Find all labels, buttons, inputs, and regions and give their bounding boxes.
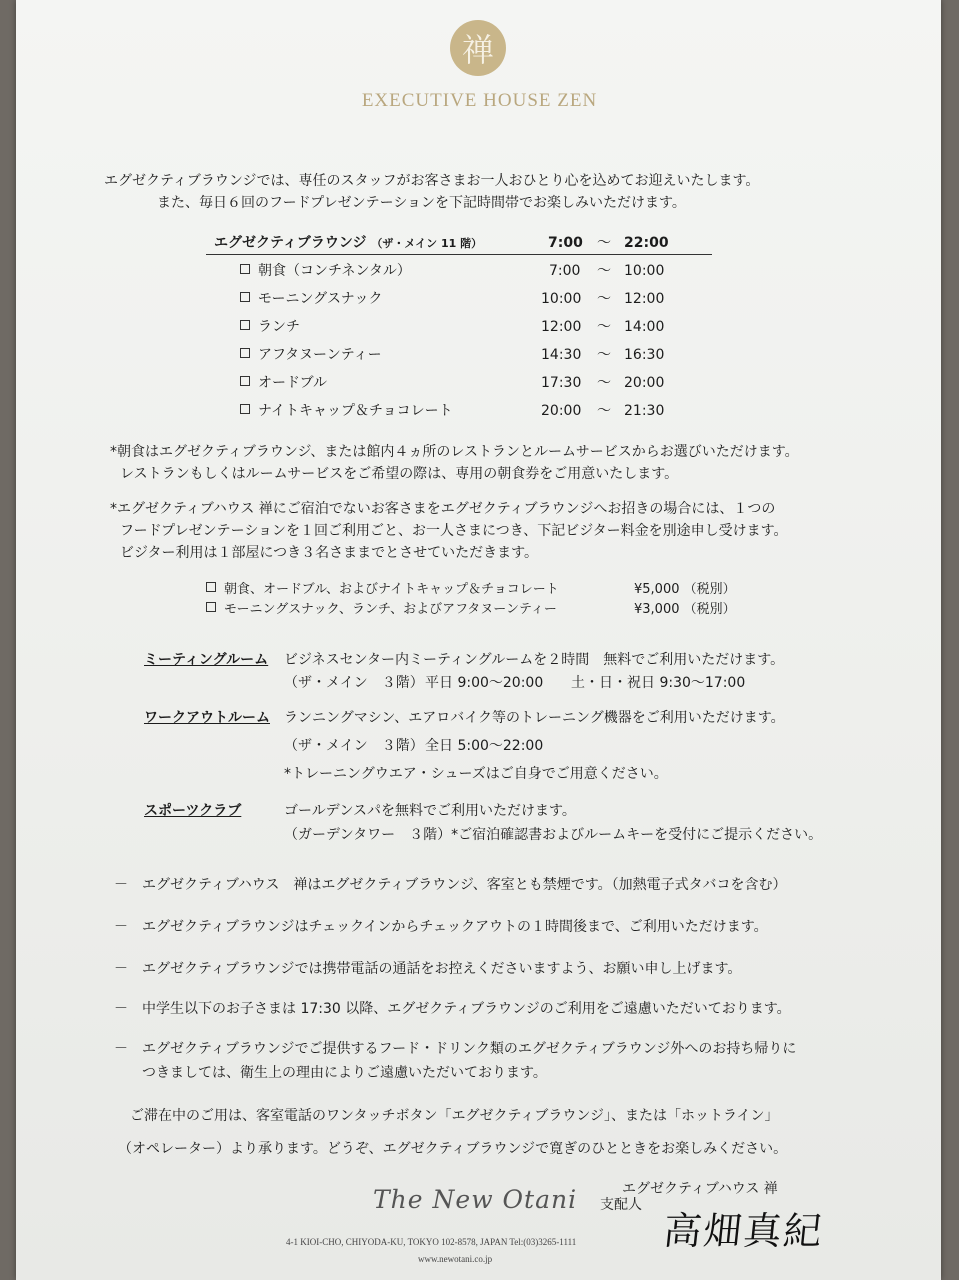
schedule-item: [240, 290, 382, 308]
lounge-name-text: エグゼクティブラウンジ: [214, 235, 367, 251]
workout-room-note: *トレーニングウエア・シューズはご自身でご用意ください。: [284, 766, 668, 782]
lounge-floor: （ザ・メイン 11 階）: [371, 237, 483, 250]
schedule-tilde: ～: [597, 319, 611, 335]
rule-phone: － エグゼクティブラウンジでは携帯電話の通話をお控えくださいますよう、お願い申し上げます。: [114, 961, 742, 977]
sports-club-note: （ガーデンタワー ３階）*ご宿泊確認書およびルームキーを受付にご提示ください。: [284, 827, 823, 843]
intro-line-2: また、毎日６回のフードプレゼンテーションを下記時間帯でお楽しみいただけます。: [157, 195, 686, 211]
checkbox-icon: [206, 582, 216, 592]
hotel-address: 4-1 KIOI-CHO, CHIYODA-KU, TOKYO 102-8578, JAPAN Tel:(03)3265-1111: [286, 1237, 577, 1247]
hotel-url: www.newotani.co.jp: [418, 1254, 493, 1264]
lounge-tilde: ～: [597, 235, 611, 251]
closing-line-2: （オペレーター）より承ります。どうぞ、エグゼクティブラウンジで寛ぎのひとときをお楽しみください。: [118, 1141, 788, 1157]
zen-logo-char: 禅: [461, 31, 494, 69]
schedule-end: 12:00: [624, 291, 665, 307]
handwritten-signature: 高畑真紀: [661, 1209, 826, 1253]
schedule-name: オードブル: [258, 375, 328, 391]
intro-line-1: エグゼクティブラウンジでは、専任のスタッフがお客さまお一人おひとり心を込めてお迎えいたします。: [104, 173, 760, 189]
note-breakfast-2: レストランもしくはルームサービスをご希望の際は、専用の朝食券をご用意いたします。: [120, 466, 679, 482]
schedule-start: 7:00: [549, 263, 581, 279]
rule-takeout-2: つきましては、衛生上の理由によりご遠慮いただいております。: [142, 1065, 547, 1081]
zen-logo: [450, 20, 506, 76]
new-otani-logo: The New Otani: [373, 1185, 578, 1214]
schedule-end: 21:30: [624, 403, 665, 419]
schedule-item: [240, 346, 382, 364]
checkbox-icon: [240, 348, 250, 358]
note-visitor-3: ビジター利用は１部屋につき３名さままでとさせていただきます。: [120, 545, 539, 561]
meeting-room-label: ミーティングルーム: [144, 652, 269, 668]
schedule-end: 16:30: [624, 347, 665, 363]
schedule-item: [240, 402, 453, 420]
sports-club-desc: ゴールデンスパを無料でご利用いただけます。: [284, 803, 576, 819]
rule-no-smoking: － エグゼクティブハウス 禅はエグゼクティブラウンジ、客室とも禁煙です。（加熱電子式タバコを含む）: [114, 877, 787, 893]
checkbox-icon: [206, 602, 216, 612]
schedule-item: [240, 262, 411, 280]
schedule-end: 14:00: [624, 319, 665, 335]
schedule-tilde: ～: [597, 291, 611, 307]
rule-hours: － エグゼクティブラウンジはチェックインからチェックアウトの１時間後まで、ご利用いただけます。: [114, 919, 768, 935]
sports-club-label: スポーツクラブ: [144, 803, 242, 819]
meeting-room-weekend: 土・日・祝日 9:30～17:00: [571, 675, 746, 691]
schedule-tilde: ～: [597, 403, 611, 419]
schedule-start: 14:30: [541, 347, 582, 363]
fee-label: モーニングスナック、ランチ、およびアフタヌーンティー: [224, 602, 557, 617]
schedule-end: 10:00: [624, 263, 665, 279]
schedule-start: 17:30: [541, 375, 582, 391]
workout-room-hours: 全日 5:00～22:00: [425, 738, 544, 754]
note-visitor: *エグゼクティブハウス 禅にご宿泊でないお客さまをエグゼクティブラウンジへお招きの場合には、１つの: [110, 501, 776, 517]
checkbox-icon: [240, 264, 250, 274]
schedule-name: アフタヌーンティー: [258, 347, 382, 363]
schedule-tilde: ～: [597, 347, 611, 363]
brand-title: EXECUTIVE HOUSE ZEN: [361, 90, 598, 111]
schedule-name: ランチ: [258, 319, 300, 335]
workout-room-label: ワークアウトルーム: [144, 710, 270, 726]
lounge-name: [214, 234, 482, 253]
schedule-tilde: ～: [597, 263, 611, 279]
checkbox-icon: [240, 376, 250, 386]
lounge-open: 7:00: [548, 235, 583, 251]
meeting-room-desc: ビジネスセンター内ミーティングルームを２時間 無料でご利用いただけます。: [284, 652, 785, 668]
workout-room-desc: ランニングマシン、エアロバイク等のトレーニング機器をご利用いただけます。: [284, 710, 785, 726]
checkbox-icon: [240, 404, 250, 414]
fee-price: ¥3,000 （税別）: [634, 602, 736, 617]
schedule-name: ナイトキャップ＆チョコレート: [258, 403, 453, 419]
schedule-name: モーニングスナック: [258, 291, 383, 307]
fee-price: ¥5,000 （税別）: [634, 582, 736, 597]
signer-role: 支配人: [600, 1197, 642, 1213]
schedule-name: 朝食（コンチネンタル）: [258, 263, 411, 279]
schedule-end: 20:00: [624, 375, 665, 391]
note-breakfast: *朝食はエグゼクティブラウンジ、または館内４ヵ所のレストランとルームサービスからお選びいただけます。: [110, 444, 799, 460]
schedule-start: 10:00: [541, 291, 582, 307]
note-visitor-2: フードプレゼンテーションを１回ご利用ごと、お一人さまにつき、下記ビジター料金を別途申し受けます。: [120, 523, 788, 539]
lounge-divider: [206, 254, 712, 255]
rule-takeout: － エグゼクティブラウンジでご提供するフード・ドリンク類のエグゼクティブラウンジ外へのお持ち帰りに: [114, 1041, 797, 1057]
fee-label: 朝食、オードブル、およびナイトキャップ＆チョコレート: [224, 582, 559, 597]
schedule-item: [240, 374, 327, 392]
schedule-tilde: ～: [597, 375, 611, 391]
meeting-room-weekday: 平日 9:00～20:00: [425, 675, 544, 691]
closing-line-1: ご滞在中のご用は、客室電話のワンタッチボタン「エグゼクティブラウンジ」、または「ホットライン」: [130, 1108, 779, 1124]
fee-item: [206, 581, 559, 599]
signer-title: エグゼクティブハウス 禅: [622, 1181, 778, 1197]
schedule-item: [240, 318, 300, 336]
document-page: [16, 0, 941, 1280]
checkbox-icon: [240, 292, 250, 302]
schedule-start: 20:00: [541, 403, 582, 419]
schedule-start: 12:00: [541, 319, 582, 335]
workout-room-floor: （ザ・メイン ３階）: [284, 738, 424, 754]
rule-children: － 中学生以下のお子さまは 17:30 以降、エグゼクティブラウンジのご利用をご遠慮いただいております。: [114, 1001, 791, 1017]
lounge-close: 22:00: [624, 235, 669, 251]
checkbox-icon: [240, 320, 250, 330]
meeting-room-floor: （ザ・メイン ３階）: [284, 675, 424, 691]
fee-item: [206, 601, 557, 619]
